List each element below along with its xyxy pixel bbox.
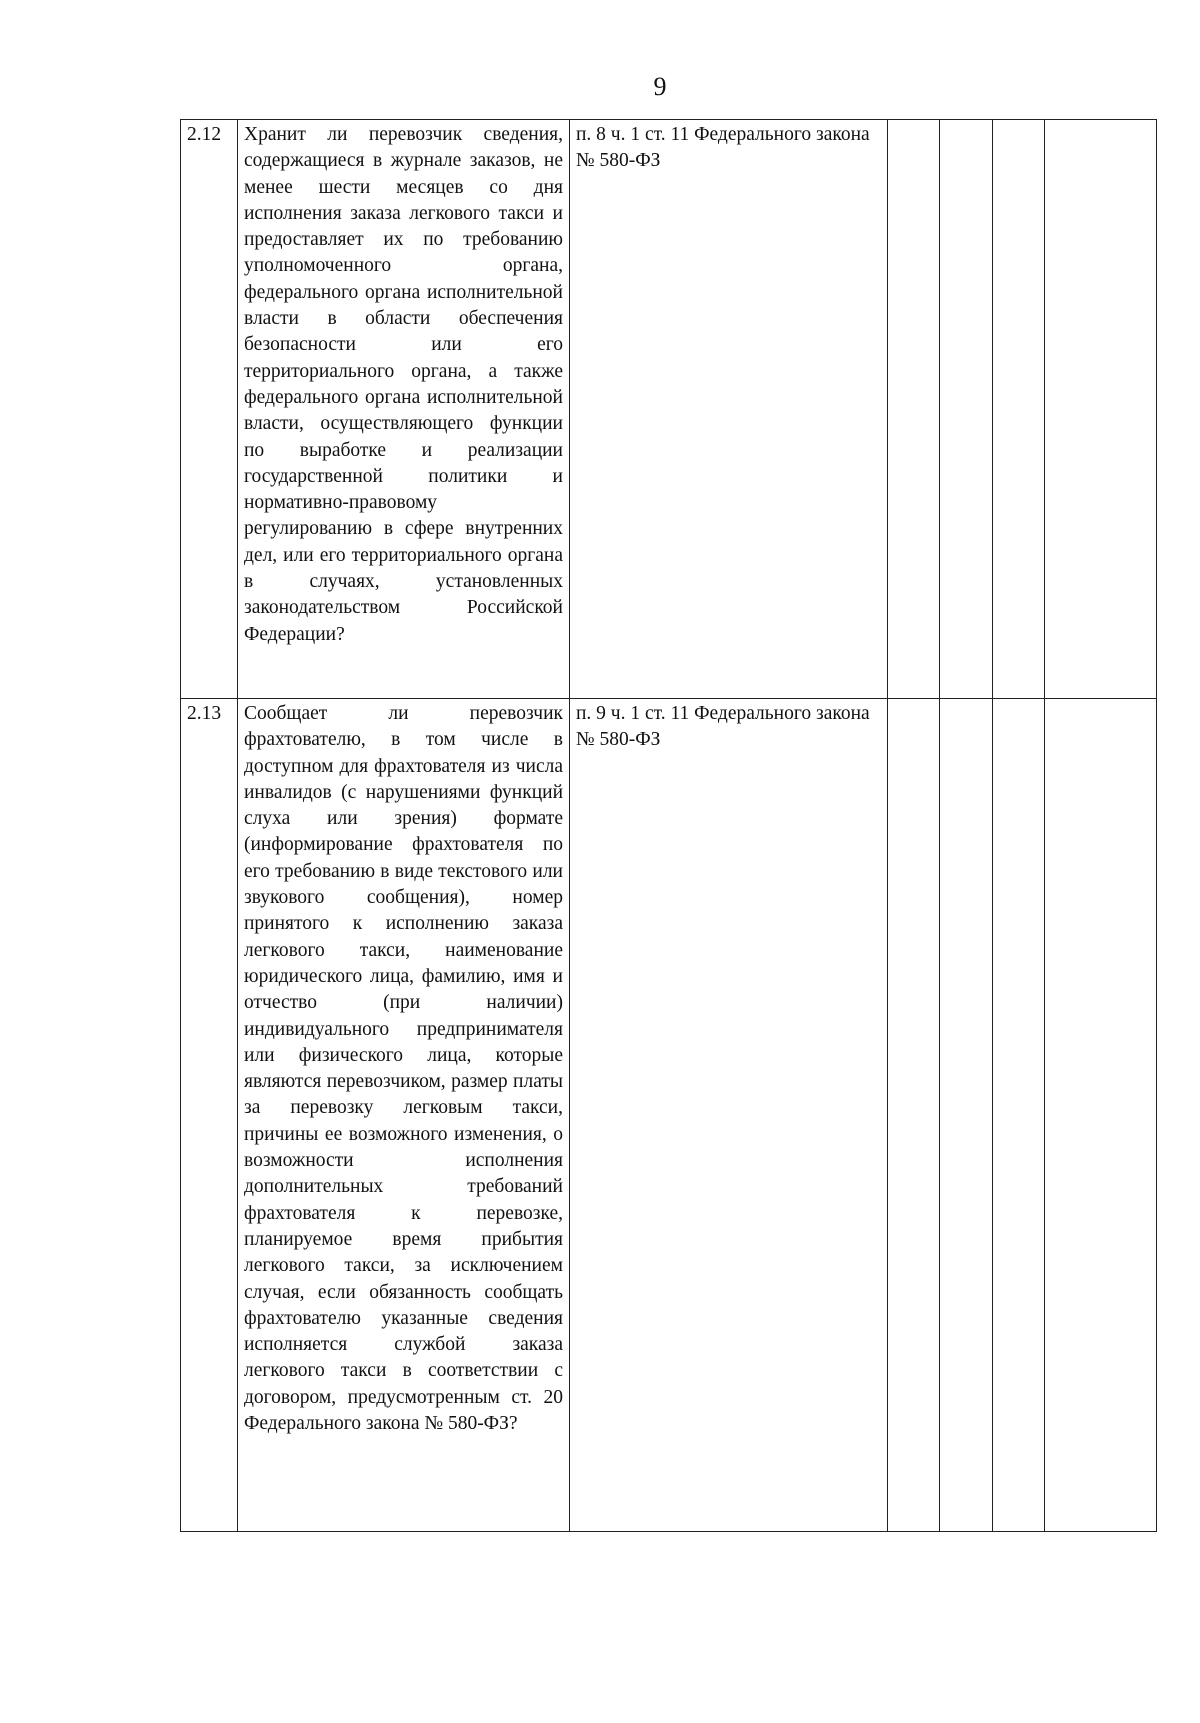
legal-reference: п. 8 ч. 1 ст. 11 Федерального закона № 580-ФЗ bbox=[570, 120, 888, 699]
answer-cell bbox=[940, 699, 993, 1532]
answer-cell bbox=[993, 120, 1045, 699]
answer-cell bbox=[888, 120, 940, 699]
item-number: 2.12 bbox=[181, 120, 238, 699]
checklist-table bbox=[180, 119, 1157, 1532]
answer-cell bbox=[888, 699, 940, 1532]
legal-reference: п. 9 ч. 1 ст. 11 Федерального закона № 580-ФЗ bbox=[570, 699, 888, 1532]
comment-cell bbox=[1045, 699, 1157, 1532]
answer-cell bbox=[940, 120, 993, 699]
question-text: Сообщает ли перевозчик фрахтователю, в том числе в доступном для фрахтователя из числа инвалидов (с нарушениями функций слуха или зрения) формате (информирование фрахтователя по его требованию в виде текстового или звукового сообщения), номер принятого к исполнению заказа легкового такси, наименование юридического лица, фамилию, имя и отчество (при наличии) индивидуального предпринимателя или физического лица, которые являются перевозчиком, размер платы за перевозку легковым такси, причины ее возможного изменения, о возможности исполнения дополнительных требований фрахтователя к перевозке, планируемое время прибытия легкового такси, за исключением случая, если обязанность сообщать фрахтователю указанные сведения исполняется службой заказа легкового такси в соответствии с договором, предусмотренным ст. 20 Федерального закона № 580-ФЗ? bbox=[238, 699, 570, 1532]
table-row bbox=[181, 120, 1157, 699]
page-number: 9 bbox=[653, 72, 667, 101]
table-row bbox=[181, 699, 1157, 1532]
comment-cell bbox=[1045, 120, 1157, 699]
answer-cell bbox=[993, 699, 1045, 1532]
question-text: Хранит ли перевозчик сведения, содержащиеся в журнале заказов, не менее шести месяцев со дня исполнения заказа легкового такси и предоставляет их по требованию уполномоченного органа, федерального органа исполнительной власти в области обеспечения безопасности или его территориального органа, а также федерального органа исполнительной власти, осуществляющего функции по выработке и реализации государственной политики и нормативно-правовому регулированию в сфере внутренних дел, или его территориального органа в случаях, установленных законодательством Российской Федерации? bbox=[238, 120, 570, 699]
item-number: 2.13 bbox=[181, 699, 238, 1532]
